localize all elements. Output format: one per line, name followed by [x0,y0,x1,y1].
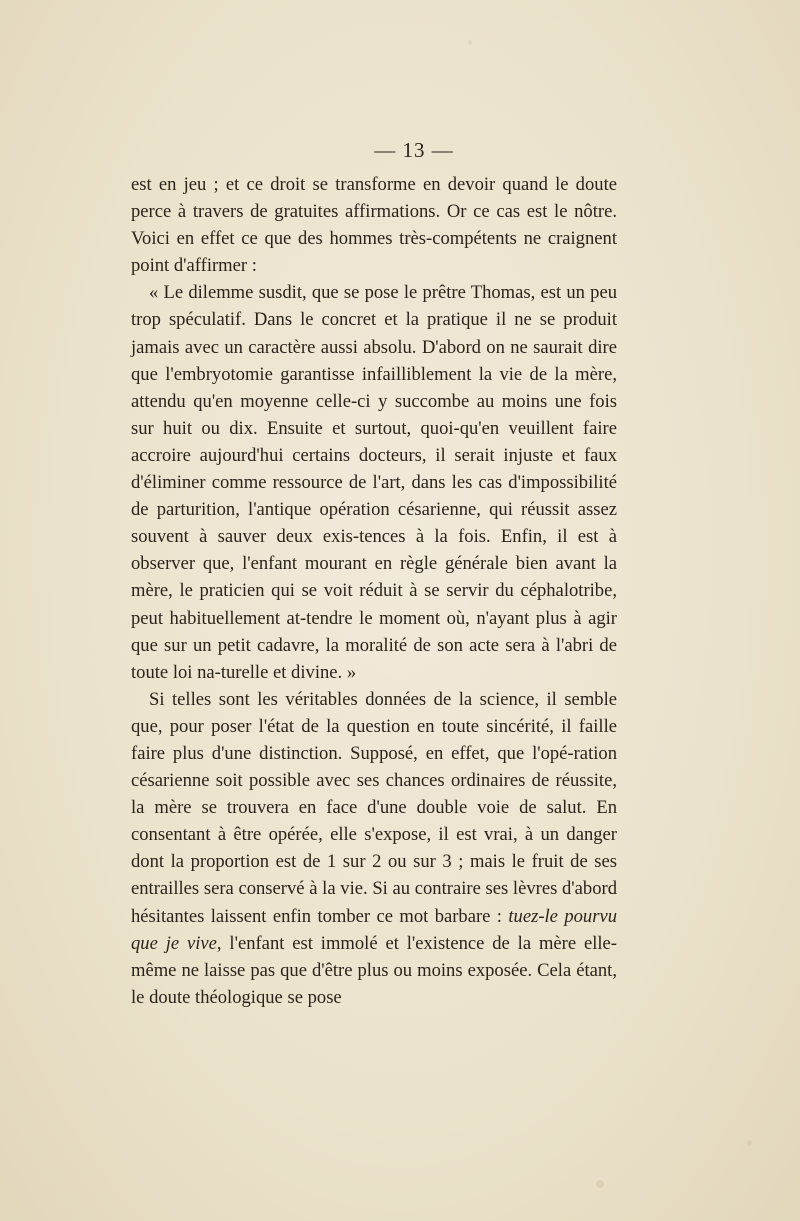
paragraph-text-after: , l'enfant est immolé et l'existence de la mère elle-même ne laisse pas que d'être plus ou moins exposée. Cela étant, le doute théologique se pose [131,932,617,1008]
body-text [131,171,617,1011]
paragraph-text-before: Si telles sont les véritables données de la science, il semble que, pour poser l'état de la question en toute sincérité, il faille faire plus d'une distinction. Supposé, en effet, que l'opé-ration césarienne soit possible avec ses chances ordinaires de réussite, la mère se trouvera en face d'une double voie de salut. En consentant à être opérée, elle s'expose, il est vrai, à un danger dont la proportion est de 1 sur 2 ou sur 3 ; mais le fruit de ses entrailles sera conservé à la vie. Si au contraire ses lèvres d'abord hésitantes laissent enfin tomber ce mot barbare : [131,688,617,927]
paper-stain [596,1180,604,1188]
paragraph-quote: « Le dilemme susdit, que se pose le prêtre Thomas, est un peu trop spéculatif. Dans le concret et la pratique il ne se produit jamais avec un caractère aussi absolu. D'abord on ne saurait dire que l'embryotomie garantisse infailliblement la vie de la mère, attendu qu'en moyenne celle-ci y succombe au moins une fois sur huit ou dix. Ensuite et surtout, quoi-qu'en veuillent faire accroire aujourd'hui certains docteurs, il serait injuste et faux d'éliminer comme ressource de l'art, dans les cas d'impossibilité de parturition, l'antique opération césarienne, qui réussit assez souvent à sauver deux exis-tences à la fois. Enfin, il est à observer que, l'enfant mourant en règle générale bien avant la mère, le praticien qui se voit réduit à se servir du céphalotribe, peut habituellement at-tendre le moment où, n'ayant plus à agir que sur un petit cadavre, la moralité de son acte sera à l'abri de toute loi na-turelle et divine. » [131,282,617,683]
paper-stain [747,1140,752,1146]
paper-stain [468,40,472,45]
italic-quote: tuez-le pourvu que je vive [131,905,617,954]
page-number: — 13 — [374,138,454,162]
paragraph-continuation: est en jeu ; et ce droit se transforme en devoir quand le doute perce à travers de gratuites affirmations. Or ce cas est le nôtre. Voici en effet ce que des hommes très-compétents ne craignent point d'affirmer : [131,174,617,277]
paragraph-discussion [131,686,617,1011]
